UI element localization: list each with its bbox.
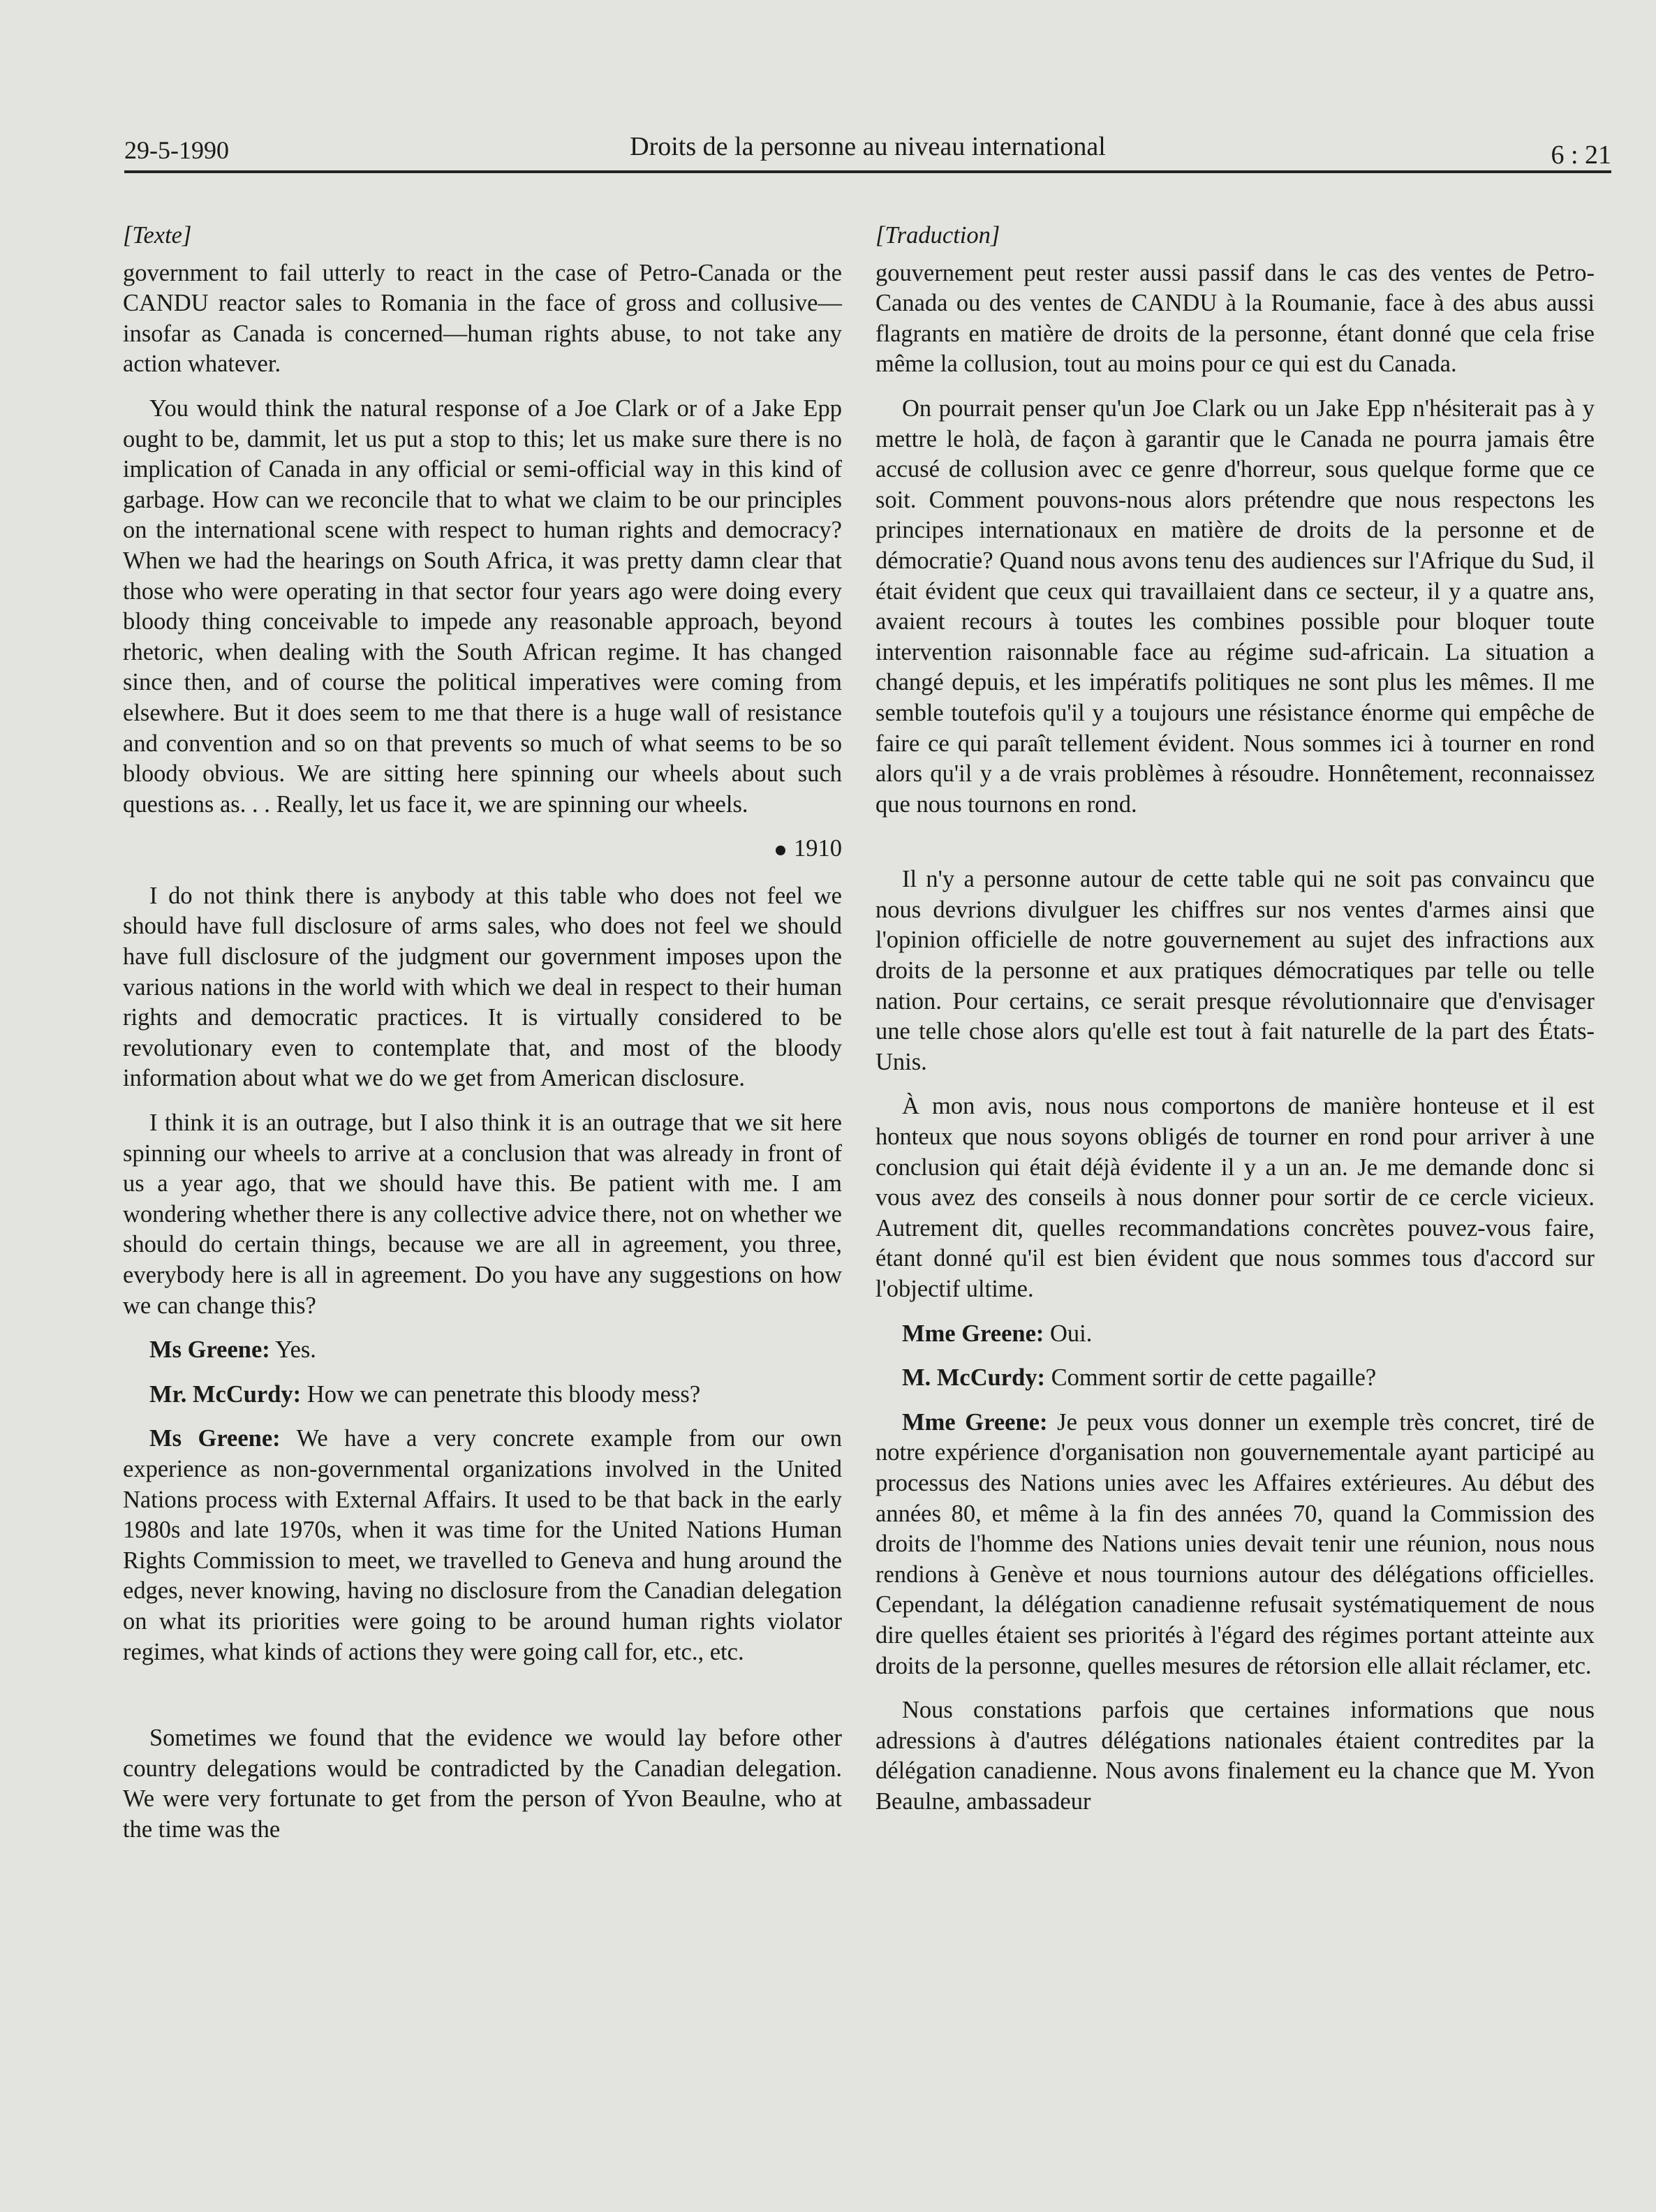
speaker-line — [123, 1424, 842, 1667]
paragraph: Sometimes we found that the evidence we would lay before other country delegations would be contradicted by the Canadian delegation. We were very fortunate to get from the person of Yvon Beaulne, who at the time was the — [123, 1725, 842, 1843]
french-column — [875, 221, 1595, 1831]
paragraph: On pourrait penser qu'un Joe Clark ou un Jake Epp n'hésiterait pas à y mettre le holà, de façon à garantir que le Canada ne pourra jamais être accusé de collusion avec ce genre d'horreur, sous quelque forme que ce soit. Comment pouvons-nous alors prétendre que nous respectons les principes internationaux en matière de droits de la personne et de démocratie? Quand nous avons tenu des audiences sur l'Afrique du Sud, il était évident que ceux qui travaillaient dans ce secteur, il y a quatre ans, avaient recours à toutes les combines possible pour bloquer toute intervention raisonnable face au régime sud-africain. La situation a changé depuis, et les impératifs politiques ne sont plus les mêmes. Il me semble toutefois qu'il y a toujours une résistance énorme qui empêche de faire ce qui paraît tellement évident. Nous sommes ici à tourner en rond alors qu'il y a de vrais problèmes à résoudre. Honnêtement, reconnaissez que nous tournons en rond. — [875, 395, 1595, 818]
spacer — [123, 1681, 842, 1723]
speaker-line — [123, 1380, 842, 1410]
header-date: 29-5-1990 — [124, 136, 229, 164]
speaker-text: Yes. — [269, 1336, 316, 1364]
speaker-text: We have a very concrete example from our own experience as non-governmental organizations involved in the United Nations process with External Affairs. It used to be that back in the early 1980s and late 1970s, when it was time for the United Nations Human Rights Commission to meet, we travelled to Geneva and hung around the edges, never knowing, having no disclosure from the Canadian delegation on what its priorities were going to be around human rights violator regimes, what kinds of actions they were going call for, etc., etc. — [123, 1425, 842, 1665]
paragraph: À mon avis, nous nous comportons de manière honteuse et il est honteux que nous soyons obligés de tourner en rond pour arriver à une conclusion qui était déjà évidente il y a un an. Je me demande donc si vous avez des conseils à nous donner pour sortir de ce cercle vicieux. Autrement dit, quelles recommandations concrètes pouvez-vous faire, étant donné qu'il est bien évident que nous sommes tous d'accord sur l'objectif ultime. — [875, 1093, 1595, 1302]
paragraph: I think it is an outrage, but I also think it is an outrage that we sit here spinning our wheels to arrive at a conclusion that was already in front of us a year ago, that we should have this. Be patient with me. I am wondering whether there is any collective advice there, not on whether we should do certain things, because we are all in agreement, you three, everybody here is all in agreement. Do you have any suggestions on how we can change this? — [123, 1109, 842, 1319]
speaker-name: M. McCurdy: — [902, 1364, 1046, 1392]
paragraph: I do not think there is anybody at this table who does not feel we should have full disclosure of arms sales, who does not feel we should have full disclosure of the judgment our government imposes upon the various nations in the world with which we deal in respect to their human rights and democratic practices. It is virtually considered to be revolutionary even to contemplate that, and most of the bloody information about what we do we get from American disclosure. — [123, 882, 842, 1092]
speaker-name: Mme Greene: — [902, 1320, 1044, 1347]
speaker-name: Mr. McCurdy: — [149, 1380, 302, 1408]
paragraph: government to fail utterly to react in the case of Petro-Canada or the CANDU reactor sales to Romania in the face of gross and collusive—insofar as Canada is concerned—human rights abuse, to not take any action whatever. — [123, 259, 842, 378]
speaker-name: Mme Greene: — [902, 1408, 1048, 1436]
speaker-text: Je peux vous donner un exemple très concret, tiré de notre expérience d'organisation non gouvernementale ayant participé au processus des Nations unies avec les Affaires extérieures. Au début des années 80, et même à la fin des années 70, quand la Commission des droits de l'homme des Nations unies devait tenir une réunion, nous nous rendions à Genève et nous tournions autour des délégations officielles. Cependant, la délégation canadienne refusait systématiquement de nous dire quelles étaient ses priorités à l'égard des régimes portant atteinte aux droits de la personne, quelles mesures de rétorsion elle allait réclamer, etc. — [875, 1408, 1595, 1679]
column-label-translation: [Traduction] — [875, 222, 1000, 249]
paragraph: You would think the natural response of a Joe Clark or of a Jake Epp ought to be, dammit, let us put a stop to this; let us make sure there is no implication of Canada in any official or semi-official way in this kind of garbage. How can we reconcile that to what we claim to be our principles on the international scene with respect to human rights and democracy? When we had the hearings on South Africa, it was pretty damn clear that those who were operating in that sector four years ago were doing every bloody thing conceivable to impede any reasonable approach, beyond rhetoric, when dealing with the South African regime. It has changed since then, and of course the political imperatives were coming from elsewhere. But it does seem to me that there is a huge wall of resistance and convention and so on that prevents so much of what seems to be so bloody obvious. We are sitting here spinning our wheels about such questions as. . . Really, let us face it, we are spinning our wheels. — [123, 395, 842, 818]
spacer — [875, 834, 1595, 864]
speaker-line — [875, 1319, 1595, 1350]
speaker-line — [123, 1335, 842, 1366]
time-marker — [123, 834, 842, 864]
header-rule — [124, 170, 1611, 173]
speaker-line — [875, 1408, 1595, 1681]
column-label-text: [Texte] — [123, 222, 192, 249]
time-marker-text: 1910 — [794, 835, 842, 862]
speaker-text: How we can penetrate this bloody mess? — [301, 1380, 701, 1408]
speaker-line — [875, 1363, 1595, 1394]
header-page-number: 6 : 21 — [1551, 140, 1611, 170]
paragraph: Il n'y a personne autour de cette table qui ne soit pas convaincu que nous devrions divulguer les chiffres sur nos ventes d'armes ainsi que l'opinion officielle de notre gouvernement au sujet des infractions aux droits de la personne et aux pratiques démocratiques par telle ou telle nation. Pour certains, ce serait presque révolutionnaire que d'envisager une telle chose alors qu'elle est tout à fait naturelle de la part des États-Unis. — [875, 866, 1595, 1075]
speaker-name: Ms Greene: — [149, 1336, 270, 1364]
running-header — [124, 130, 1611, 172]
speaker-text: Oui. — [1044, 1320, 1093, 1347]
paragraph: gouvernement peut rester aussi passif dans le cas des ventes de Petro-Canada ou des ventes de CANDU à la Roumanie, face à des abus aussi flagrants en matière de droits de la personne, étant donné que cela frise même la collusion, tout au moins pour ce qui est du Canada. — [875, 259, 1595, 378]
bullet-icon — [776, 846, 785, 855]
header-title: Droits de la personne au niveau international — [630, 132, 1106, 161]
speaker-text: Comment sortir de cette pagaille? — [1045, 1364, 1377, 1392]
paragraph: Nous constations parfois que certaines informations que nous adressions à d'autres délégations nationales étaient contredites par la délégation canadienne. Nous avons finalement eu la chance que M. Yvon Beaulne, ambassadeur — [875, 1697, 1595, 1815]
english-column — [123, 221, 842, 1859]
speaker-name: Ms Greene: — [149, 1425, 281, 1452]
